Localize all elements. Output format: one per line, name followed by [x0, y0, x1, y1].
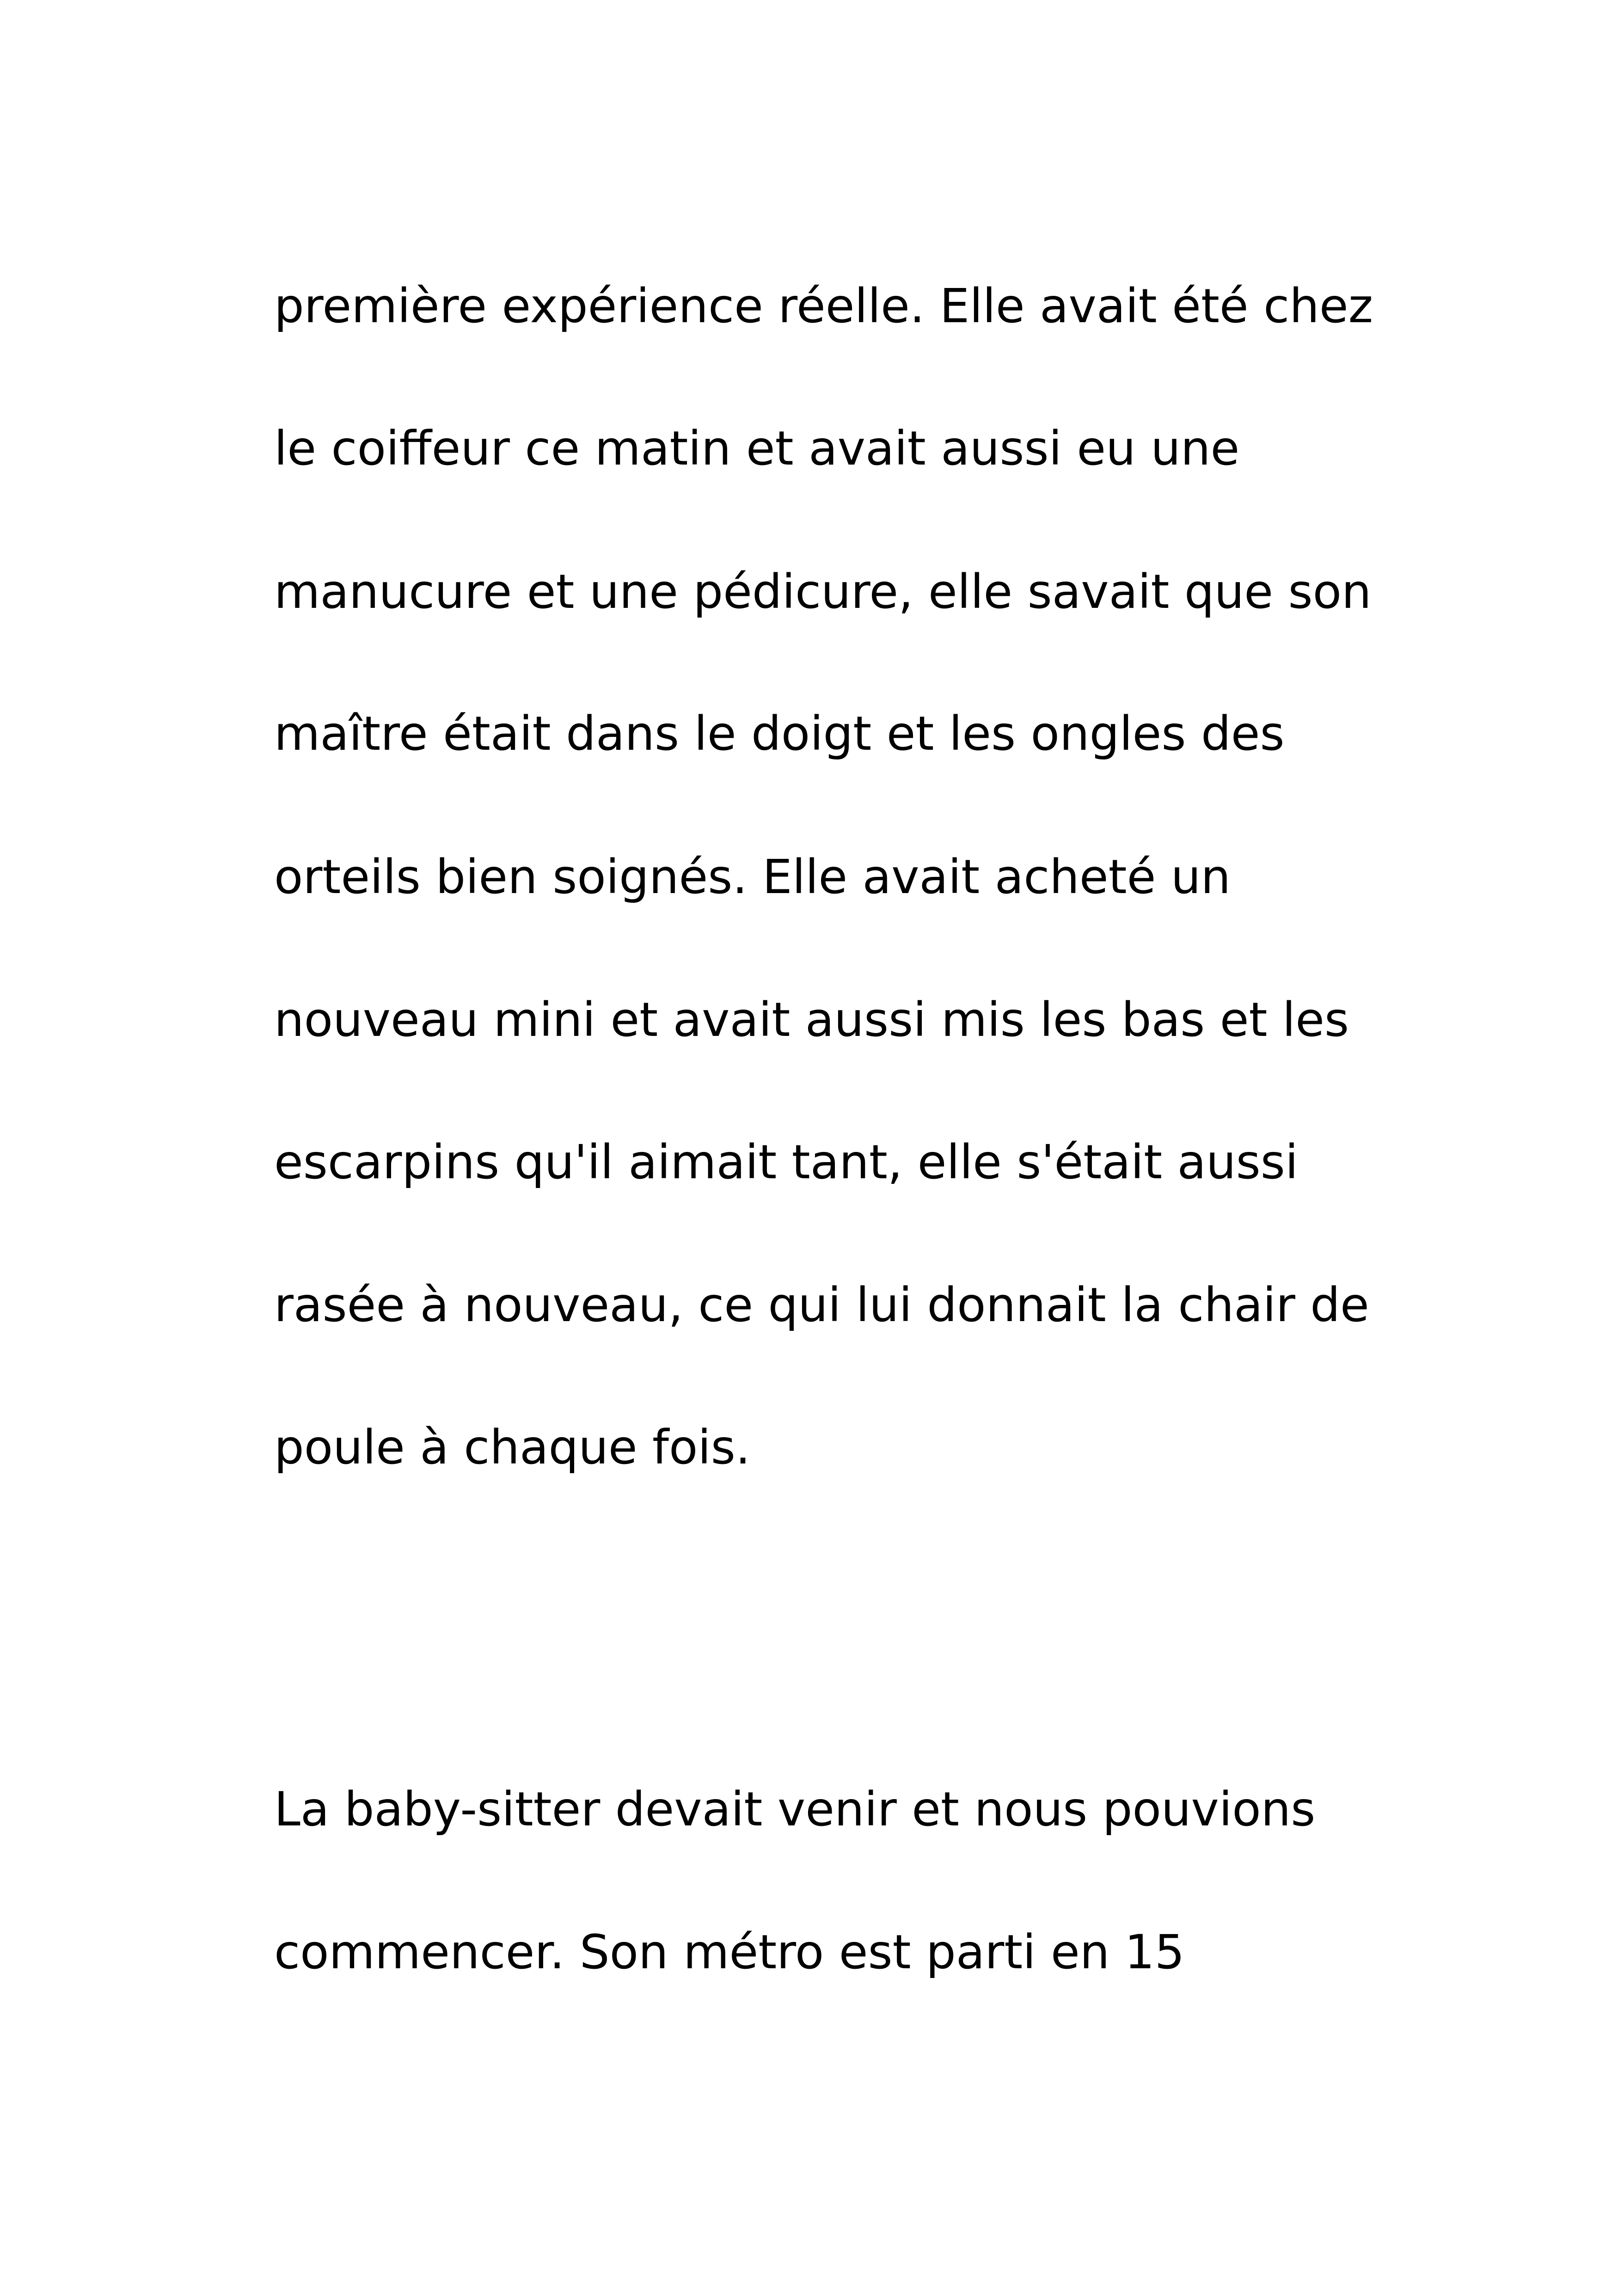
text-line: commencer. Son métro est parti en 15 — [274, 1925, 1185, 1980]
text-line: maître était dans le doigt et les ongles des — [274, 706, 1285, 761]
text-line: poule à chaque fois. — [274, 1420, 751, 1475]
text-line: première expérience réelle. Elle avait été chez — [274, 279, 1373, 334]
text-line: le coiffeur ce matin et avait aussi eu une — [274, 421, 1240, 476]
text-line: manucure et une pédicure, elle savait que son — [274, 564, 1372, 619]
text-line: La baby-sitter devait venir et nous pouvions — [274, 1782, 1316, 1837]
text-line: orteils bien soignés. Elle avait acheté un — [274, 850, 1231, 905]
text-line: rasée à nouveau, ce qui lui donnait la chair de — [274, 1278, 1369, 1333]
text-line: escarpins qu'il aimait tant, elle s'était aussi — [274, 1135, 1299, 1190]
text-line: nouveau mini et avait aussi mis les bas et les — [274, 992, 1349, 1047]
